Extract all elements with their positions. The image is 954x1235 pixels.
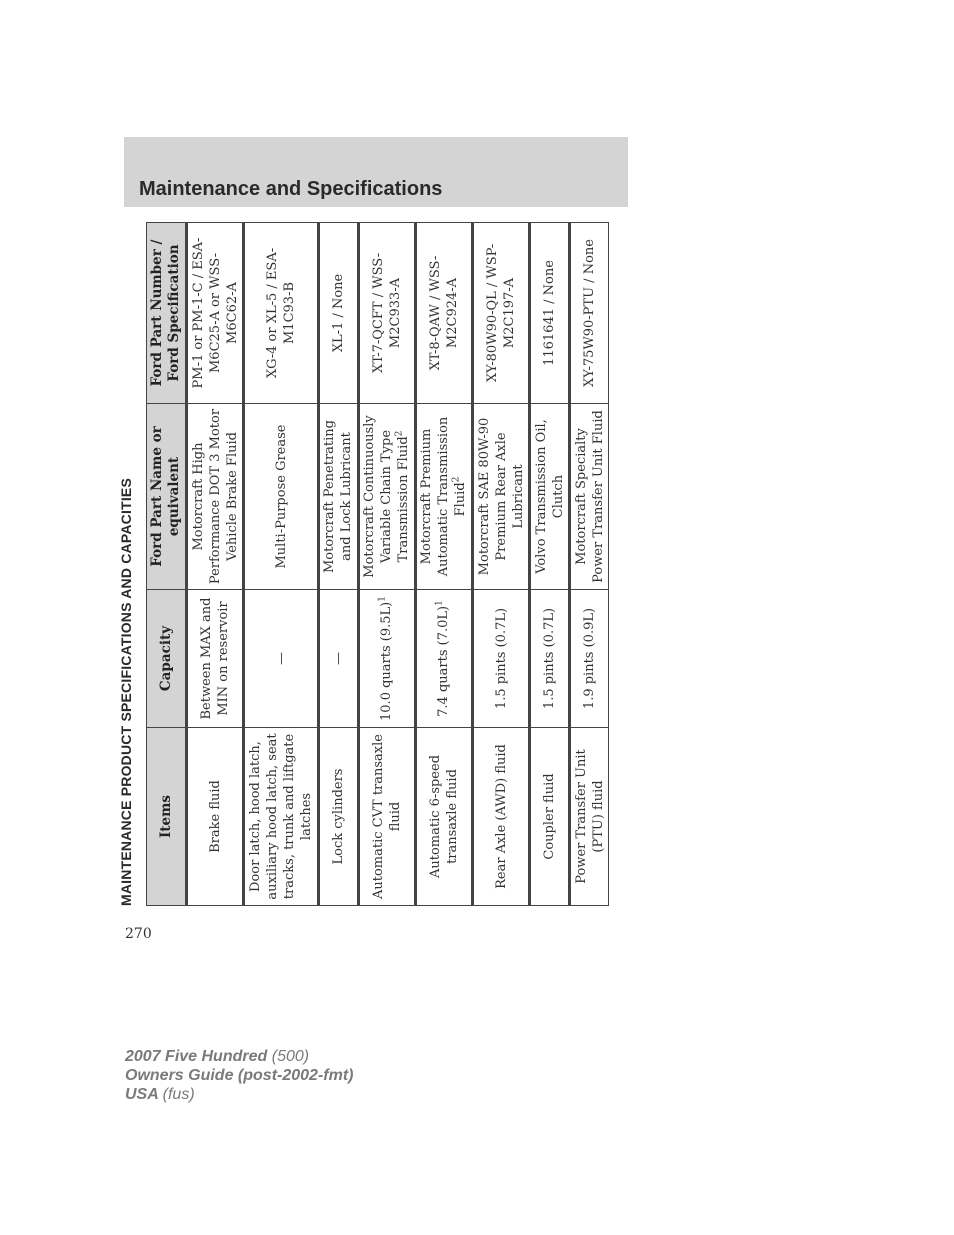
- table-row: [530, 223, 570, 906]
- cell-part-name-text: Motorcraft Continuously Variable Chain Type Transmission Fluid: [362, 415, 412, 578]
- footer-line-2: [125, 1066, 353, 1085]
- spec-table: [146, 222, 609, 906]
- cell-part-name: [187, 404, 244, 590]
- footnote-marker: 2: [452, 476, 463, 483]
- cell-part-name: [244, 404, 319, 590]
- table-row: [318, 223, 358, 906]
- cell-part-number: [244, 223, 319, 404]
- cell-part-name-text: Motorcraft Penetrating and Lock Lubricant: [322, 420, 355, 574]
- cell-part-number: [570, 223, 609, 404]
- column-header-part-name: Ford Part Name or equivalent: [147, 404, 187, 590]
- cell-capacity-text: 1.5 pints (0.7L): [542, 607, 558, 710]
- cell-capacity-text: Between MAX and MIN on reservoir: [199, 597, 232, 720]
- cell-part-number-text: 1161641 / None: [542, 260, 558, 366]
- footer-guide: Owners Guide (post-2002-fmt): [125, 1067, 354, 1084]
- cell-item: [473, 728, 530, 906]
- table-heading: MAINTENANCE PRODUCT SPECIFICATIONS AND CAPACITIES: [118, 478, 134, 906]
- footnote-marker: 2: [394, 430, 405, 437]
- cell-item-text: Power Transfer Unit (PTU) fluid: [573, 749, 606, 884]
- cell-part-name: [415, 404, 472, 590]
- cell-part-name-text: Motorcraft SAE 80W-90 Premium Rear Axle Lubricant: [476, 417, 526, 576]
- cell-capacity: [318, 590, 358, 728]
- cell-item: [358, 728, 415, 906]
- footer-line-3: [125, 1085, 353, 1104]
- cell-part-name-text: Volvo Transmission Oil, Clutch: [533, 419, 566, 574]
- column-header-part-number: Ford Part Number / Ford Specification: [147, 223, 187, 404]
- cell-part-number-text: XL-1 / None: [330, 273, 346, 353]
- cell-item: [530, 728, 570, 906]
- cell-item: [244, 728, 319, 906]
- table-row: [187, 223, 244, 906]
- cell-part-number: [187, 223, 244, 404]
- cell-part-name: [318, 404, 358, 590]
- cell-capacity-text: 7.4 quarts (7.0L): [436, 605, 452, 717]
- footer-market-code: (fus): [162, 1086, 195, 1103]
- cell-item-text: Lock cylinders: [330, 768, 346, 865]
- column-header-items: Items: [147, 728, 187, 906]
- cell-capacity: [358, 590, 415, 728]
- cell-item-text: Door latch, hood latch, auxiliary hood latch, seat tracks, trunk and liftgate latches: [248, 733, 314, 900]
- table-row: [570, 223, 609, 906]
- cell-part-number-text: XG-4 or XL-5 / ESA-M1C93-B: [265, 247, 297, 379]
- cell-capacity-text: 10.0 quarts (9.5L): [379, 601, 395, 721]
- cell-capacity-text: —: [273, 652, 289, 665]
- cell-part-name-text: Motorcraft Specialty Power Transfer Unit Fluid: [573, 410, 606, 583]
- cell-capacity: [187, 590, 244, 728]
- footer-market: USA: [125, 1086, 159, 1103]
- footer-model: 2007 Five Hundred: [125, 1048, 268, 1065]
- cell-part-number-text: XY-75W90-PTU / None: [582, 239, 598, 387]
- cell-item: [318, 728, 358, 906]
- cell-part-number: [415, 223, 472, 404]
- spec-table-container: [146, 223, 609, 906]
- table-row: [244, 223, 319, 906]
- table-row: [415, 223, 472, 906]
- cell-part-number: [473, 223, 530, 404]
- cell-part-name: [358, 404, 415, 590]
- cell-part-number-text: XY-80W90-QL / WSP-M2C197-A: [485, 243, 518, 383]
- cell-part-number: [358, 223, 415, 404]
- page-section-title: Maintenance and Specifications: [139, 178, 443, 200]
- cell-capacity: [473, 590, 530, 728]
- cell-part-name: [530, 404, 570, 590]
- footer-model-code: (500): [271, 1048, 310, 1065]
- table-row: [473, 223, 530, 906]
- cell-item-text: Brake fluid: [207, 780, 223, 853]
- cell-capacity: [244, 590, 319, 728]
- cell-part-number-text: XT-8-QAW / WSS-M2C924-A: [427, 255, 460, 371]
- cell-capacity: [570, 590, 609, 728]
- cell-capacity-text: —: [330, 652, 346, 665]
- table-row: [358, 223, 415, 906]
- cell-part-number: [318, 223, 358, 404]
- cell-item: [570, 728, 609, 906]
- footnote-marker: 1: [377, 596, 388, 602]
- footer-line-1: [125, 1047, 353, 1066]
- table-header-row: [147, 223, 187, 906]
- cell-part-name-text: Motorcraft High Performance DOT 3 Motor Vehicle Brake Fluid: [190, 408, 240, 585]
- cell-item-text: Automatic 6-speed transaxle fluid: [427, 754, 460, 879]
- cell-part-number: [530, 223, 570, 404]
- cell-item: [415, 728, 472, 906]
- cell-item-text: Coupler fluid: [542, 773, 558, 860]
- footer: [125, 1047, 353, 1104]
- cell-part-name: [473, 404, 530, 590]
- cell-item-text: Rear Axle (AWD) fluid: [493, 744, 509, 889]
- cell-item: [187, 728, 244, 906]
- cell-capacity: [415, 590, 472, 728]
- column-header-capacity: Capacity: [147, 590, 187, 728]
- cell-item-text: Automatic CVT transaxle fluid: [370, 734, 403, 899]
- cell-capacity-text: 1.5 pints (0.7L): [493, 607, 509, 710]
- footnote-marker: 1: [435, 600, 446, 606]
- page-number: 270: [125, 926, 152, 942]
- cell-capacity-text: 1.9 pints (0.9L): [582, 607, 598, 710]
- cell-capacity: [530, 590, 570, 728]
- cell-part-name: [570, 404, 609, 590]
- cell-part-number-text: PM-1 or PM-1-C / ESA-M6C25-A or WSS-M6C62-A: [190, 237, 240, 389]
- cell-part-number-text: XT-7-QCFT / WSS-M2C933-A: [370, 252, 403, 374]
- cell-part-name-text: Multi-Purpose Grease: [273, 424, 289, 569]
- cell-part-name-text: Motorcraft Premium Automatic Transmission Fluid: [419, 416, 469, 577]
